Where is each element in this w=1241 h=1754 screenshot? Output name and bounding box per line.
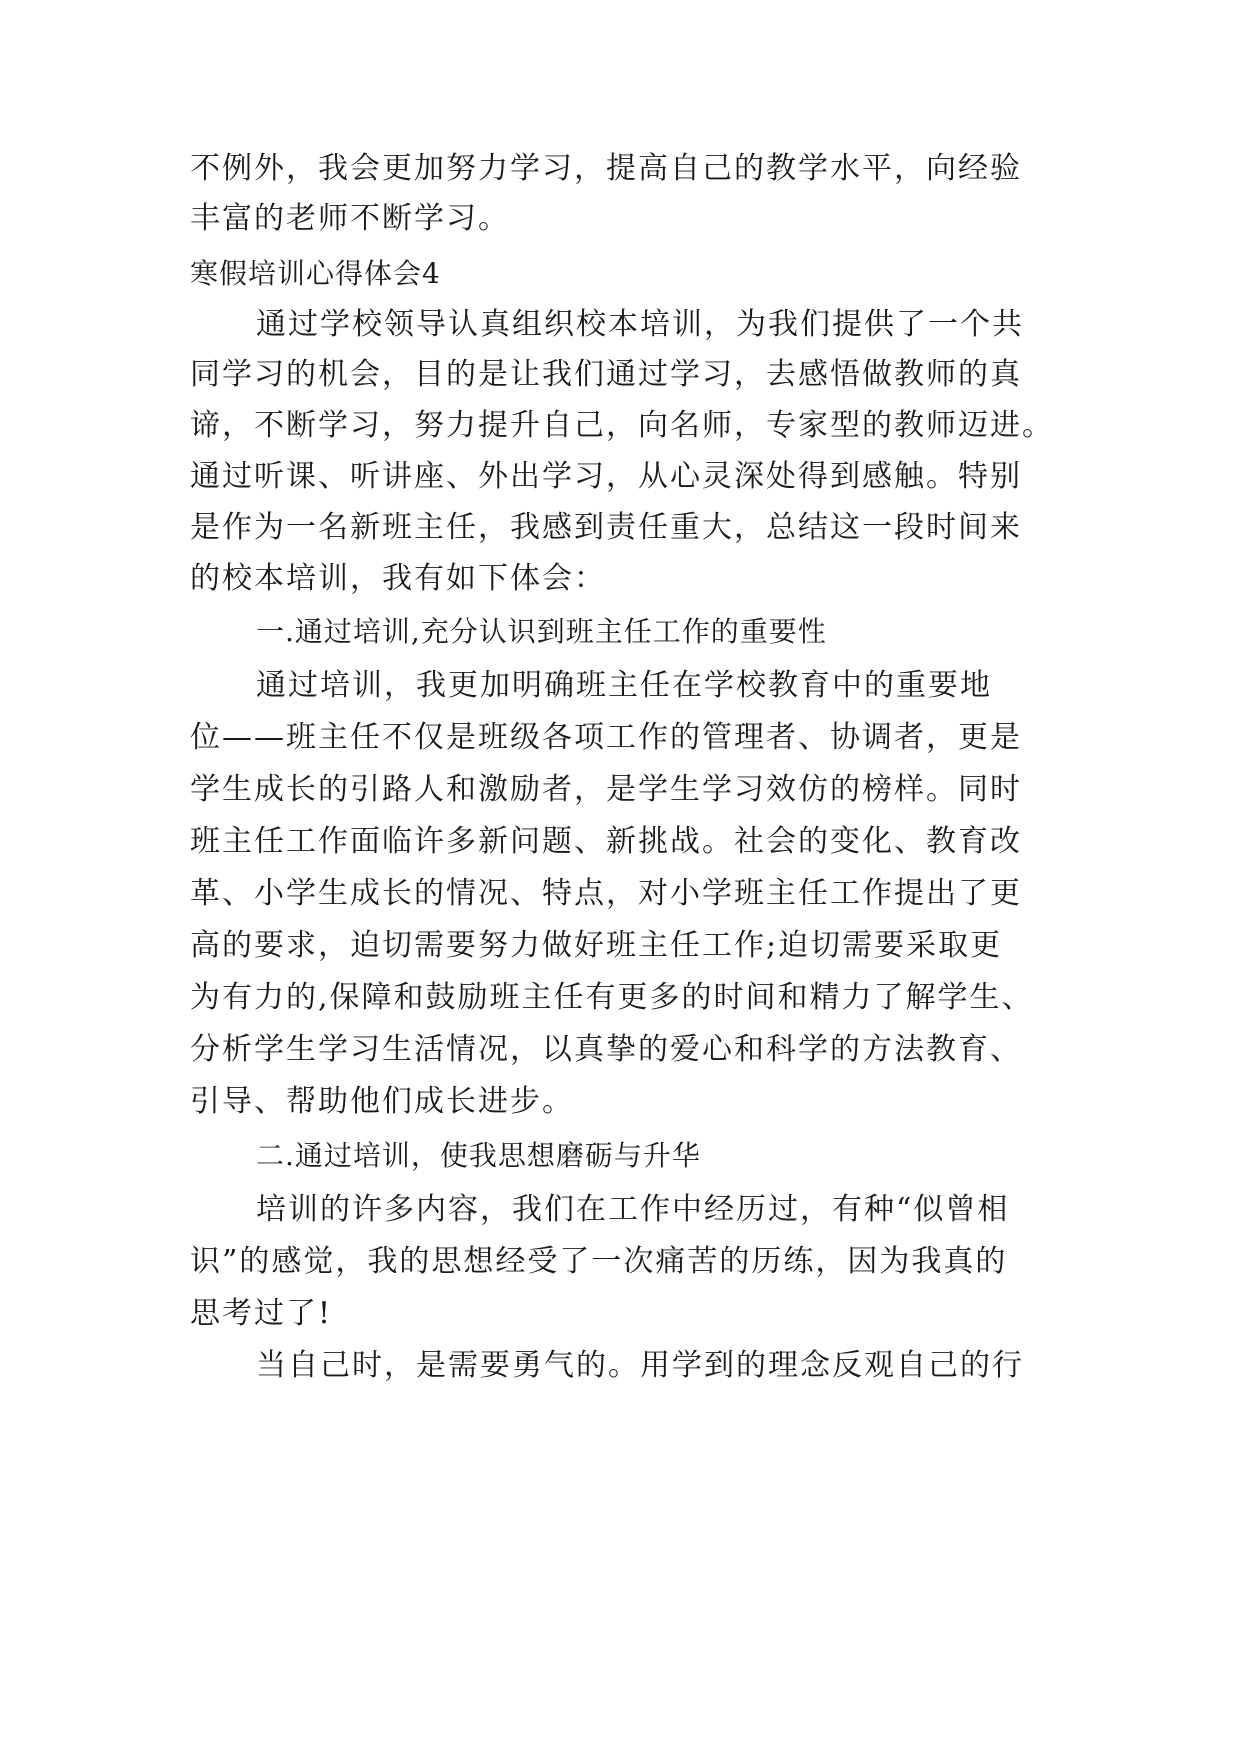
body-text-line: 不例外，我会更加努力学习，提高自己的教学水平，向经验 (190, 151, 1022, 186)
body-text-line: 通过听课、听讲座、外出学习，从心灵深处得到感触。特别 (190, 459, 1022, 494)
body-text-line: 革、小学生成长的情况、特点，对小学班主任工作提出了更 (190, 876, 1022, 911)
body-text-line: 为有力的,保障和鼓励班主任有更多的时间和精力了解学生、 (190, 980, 1034, 1015)
body-text-line: 学生成长的引路人和激励者，是学生学习效仿的榜样。同时 (190, 772, 1022, 807)
body-text-line: 班主任工作面临许多新问题、新挑战。社会的变化、教育改 (190, 824, 1022, 859)
body-text-line: 丰富的老师不断学习。 (190, 201, 510, 236)
body-text-line: 位——班主任不仅是班级各项工作的管理者、协调者，更是 (190, 720, 1022, 755)
body-text-line: 分析学生学习生活情况，以真挚的爱心和科学的方法教育、 (190, 1032, 1022, 1067)
body-text-line: 思考过了! (190, 1296, 333, 1331)
paragraph-first-line: 当自己时，是需要勇气的。用学到的理念反观自己的行 (256, 1348, 1024, 1383)
subheading-one: 一.通过培训,充分认识到班主任工作的重要性 (256, 615, 827, 648)
body-text-line: 谛，不断学习，努力提升自己，向名师，专家型的教师迈进。 (190, 408, 1054, 443)
paragraph-first-line: 通过培训，我更加明确班主任在学校教育中的重要地 (256, 668, 992, 703)
body-text-line: 识”的感觉，我的思想经受了一次痛苦的历练，因为我真的 (190, 1244, 1008, 1279)
body-text-line: 同学习的机会，目的是让我们通过学习，去感悟做教师的真 (190, 357, 1022, 392)
section-heading: 寒假培训心得体会4 (190, 257, 441, 290)
subheading-two: 二.通过培训，使我思想磨砺与升华 (256, 1139, 701, 1172)
body-text-line: 的校本培训，我有如下体会： (190, 561, 606, 596)
body-text-line: 引导、帮助他们成长进步。 (190, 1084, 574, 1119)
body-text-line: 高的要求，迫切需要努力做好班主任工作;迫切需要采取更 (190, 928, 1003, 963)
paragraph-first-line: 培训的许多内容，我们在工作中经历过，有种“似曾相 (256, 1192, 1010, 1227)
body-text-line: 是作为一名新班主任，我感到责任重大，总结这一段时间来 (190, 510, 1022, 545)
paragraph-first-line: 通过学校领导认真组织校本培训，为我们提供了一个共 (256, 307, 1024, 342)
